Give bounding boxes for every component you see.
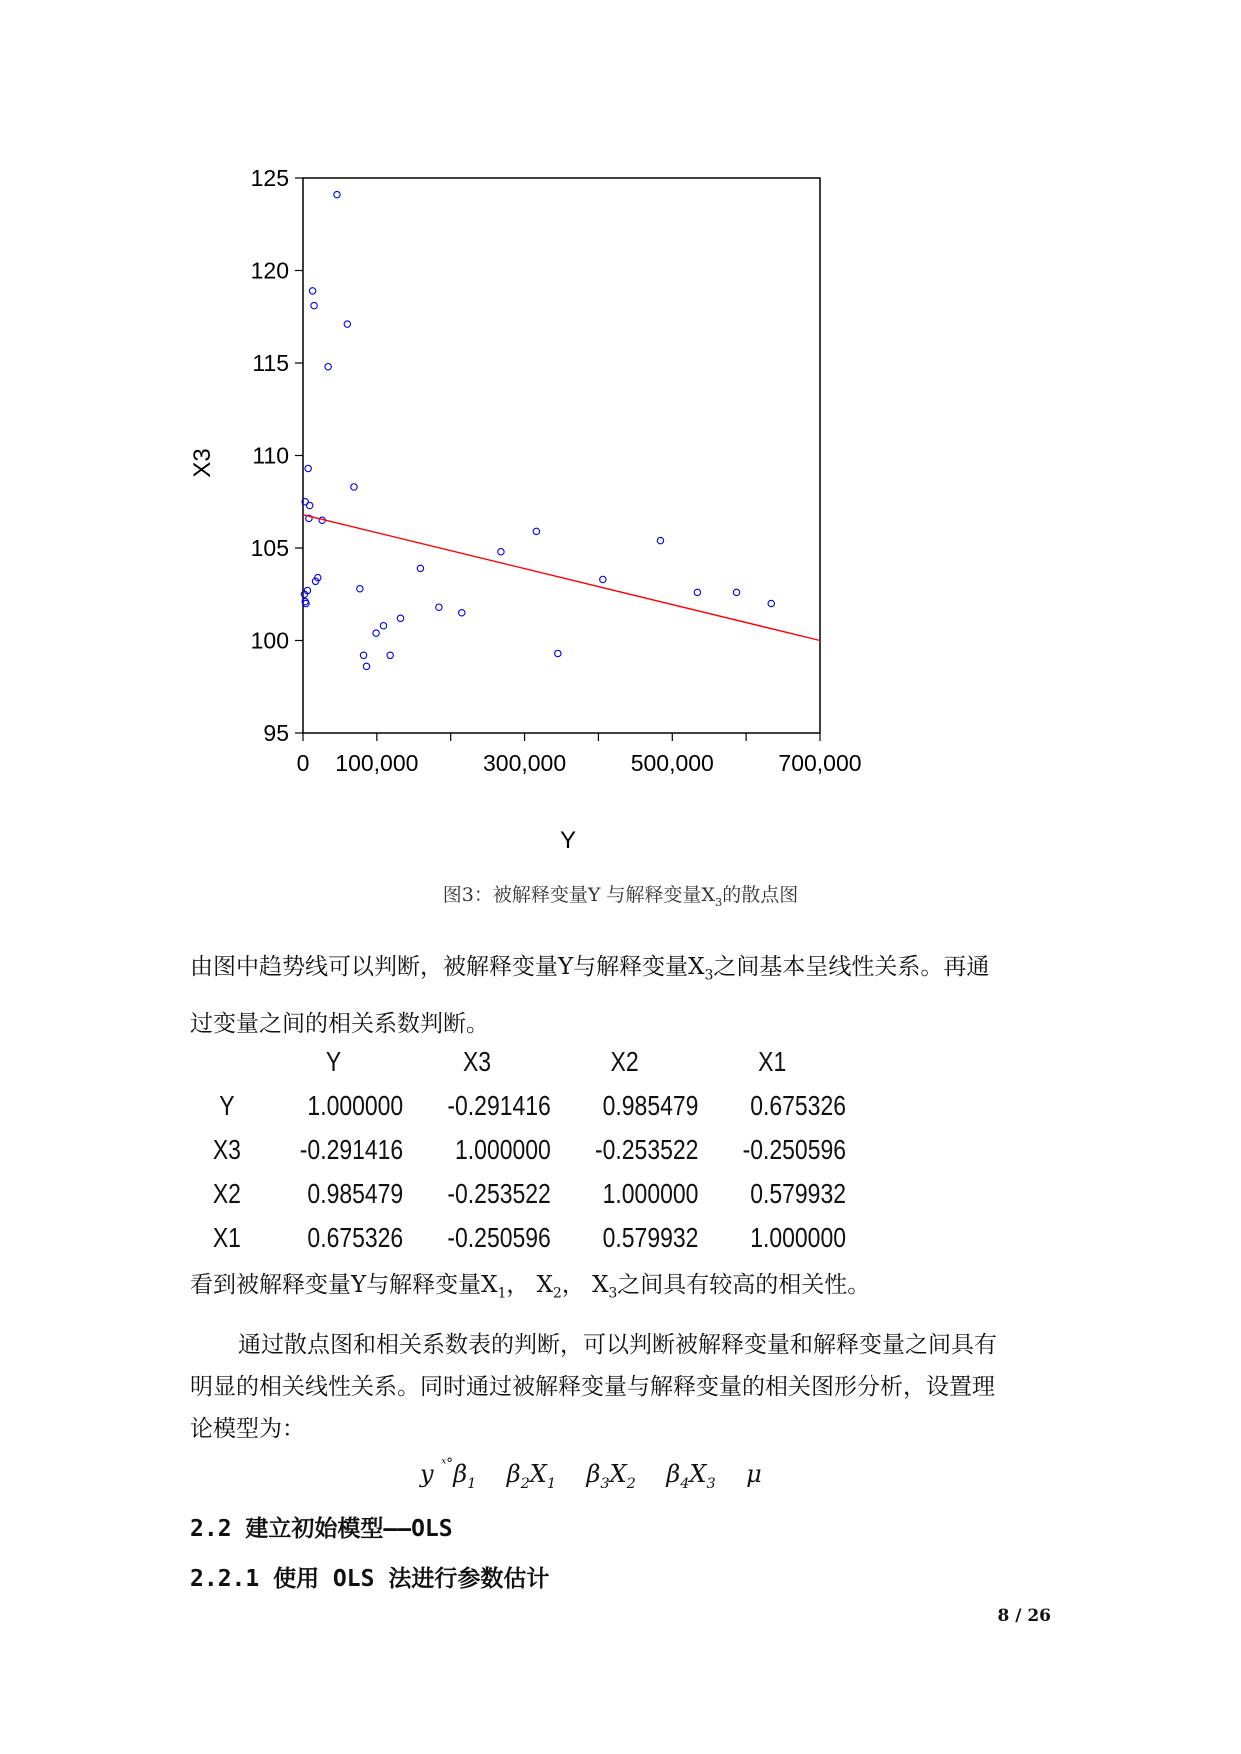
table-row <box>190 1172 846 1216</box>
para2-s1: 1 <box>497 1285 507 1302</box>
y-tick-label: 105 <box>250 535 289 561</box>
para2-a: 看到被解释变量Y与解释变量X <box>190 1272 498 1298</box>
data-point <box>360 652 366 658</box>
model-formula <box>420 1456 762 1492</box>
data-point <box>344 321 350 327</box>
formula-b1: β <box>453 1460 468 1488</box>
data-point <box>363 663 369 669</box>
data-point <box>309 288 315 294</box>
x-tick-label: 300,000 <box>483 750 567 776</box>
y-tick-label: 110 <box>252 442 289 469</box>
table-cell: -0.291416 <box>447 1090 551 1121</box>
data-point <box>600 576 606 582</box>
x-tick-label: 700,000 <box>778 750 862 776</box>
page-number: 8 / 26 <box>997 1606 1051 1626</box>
table-cell: 1.000000 <box>307 1090 404 1121</box>
y-tick-label: 120 <box>250 257 289 284</box>
data-point <box>357 586 363 592</box>
plot-marks <box>301 191 820 669</box>
plot-frame <box>303 178 820 733</box>
data-point <box>380 623 386 629</box>
data-point <box>306 502 312 508</box>
row-label: X1 <box>212 1222 241 1253</box>
paragraph-correlation <box>190 1268 1060 1311</box>
data-point <box>533 528 539 534</box>
correlation-table <box>190 1040 846 1260</box>
data-point <box>657 537 663 543</box>
data-point <box>325 364 331 370</box>
table-cell: -0.250596 <box>742 1134 846 1165</box>
data-point <box>305 465 311 471</box>
table-cell: 0.675326 <box>307 1222 404 1253</box>
para3-line1: 通过散点图和相关系数表的判断，可以判断被解释变量和解释变量之间具有 <box>238 1332 997 1358</box>
data-point <box>373 630 379 636</box>
table-cell: 0.579932 <box>750 1178 846 1209</box>
y-tick-label: 100 <box>250 627 289 654</box>
formula-sub: 2 <box>626 1475 636 1492</box>
x-axis-label: Y <box>559 827 577 854</box>
table-cell: 1.000000 <box>455 1134 551 1165</box>
table-header-row <box>190 1040 846 1084</box>
header-cell <box>190 1040 264 1084</box>
table-cell: -0.253522 <box>594 1134 699 1165</box>
para1-line1b: 之间基本呈线性关系。再通 <box>713 954 990 980</box>
header-cell: X3 <box>462 1046 492 1077</box>
formula-b4: β <box>666 1460 681 1488</box>
para2-s3: 3 <box>608 1285 618 1302</box>
formula-mu: μ <box>746 1460 762 1488</box>
data-point <box>417 565 423 571</box>
paragraph-model <box>190 1328 1060 1446</box>
data-point <box>397 615 403 621</box>
row-label: X2 <box>212 1178 241 1209</box>
table-row <box>190 1084 846 1128</box>
x-tick-label: 0 <box>296 750 310 776</box>
para1-line2: 过变量之间的相关系数判断。 <box>190 1010 489 1037</box>
x-tick-label: 500,000 <box>630 750 714 776</box>
para2-d: 之间具有较高的相关性。 <box>617 1272 871 1298</box>
para3-line2: 明显的相关线性关系。同时通过被解释变量与解释变量的相关图形分析，设置理 <box>190 1374 995 1400</box>
formula-sub: 1 <box>546 1475 557 1492</box>
table-cell: -0.253522 <box>447 1178 551 1209</box>
formula-y: y <box>420 1460 434 1488</box>
data-point <box>459 610 465 616</box>
y-axis-label: X3 <box>189 448 216 478</box>
table-cell: 1.000000 <box>750 1222 846 1253</box>
para3-line3: 论模型为： <box>190 1416 305 1442</box>
paragraph-trend <box>190 950 1060 1041</box>
header-cell: X2 <box>610 1046 639 1077</box>
formula-sub: 3 <box>600 1475 610 1492</box>
y-tick-label: 95 <box>263 720 289 746</box>
table-row <box>190 1216 846 1260</box>
formula-sub: 4 <box>680 1475 690 1492</box>
data-point <box>733 589 739 595</box>
formula-ops: ˣ° <box>441 1456 454 1472</box>
data-point <box>436 604 442 610</box>
table-cell: 1.000000 <box>602 1178 699 1209</box>
table-cell: 0.985479 <box>602 1090 699 1121</box>
para2-c: ， X <box>561 1272 609 1298</box>
table-cell: 0.579932 <box>602 1222 699 1253</box>
caption-text: 图3：被解释变量Y 与解释变量X <box>442 884 715 906</box>
subsection-heading: 2.2.1 使用 OLS 法进行参数估计 <box>190 1566 550 1592</box>
formula-x1: X <box>529 1460 547 1488</box>
formula-sub: 2 <box>520 1475 530 1492</box>
table-row <box>190 1128 846 1172</box>
data-point <box>311 302 317 308</box>
para2-s2: 2 <box>553 1285 562 1302</box>
formula-x3: X <box>689 1460 707 1488</box>
table-cell: -0.250596 <box>447 1222 551 1253</box>
trend-line <box>303 515 820 641</box>
data-point <box>498 549 504 555</box>
y-tick-label: 125 <box>250 165 289 191</box>
caption-tail: 的散点图 <box>722 884 799 906</box>
table-cell: -0.291416 <box>299 1134 404 1165</box>
y-axis <box>251 165 303 746</box>
para1-sub: 3 <box>704 967 714 984</box>
data-point <box>351 484 357 490</box>
para2-b: ， X <box>506 1272 554 1298</box>
x-tick-label: 100,000 <box>335 750 419 776</box>
row-label: X3 <box>212 1134 241 1165</box>
table-cell: 0.985479 <box>307 1178 404 1209</box>
scatter-chart <box>0 0 1241 860</box>
data-point <box>334 191 340 197</box>
section-heading: 2.2 建立初始模型——OLS <box>190 1516 453 1542</box>
data-point <box>555 650 561 656</box>
table-cell: 0.675326 <box>750 1090 846 1121</box>
figure-caption <box>0 880 1241 909</box>
formula-x2: X <box>609 1460 627 1488</box>
formula-b3: β <box>586 1460 601 1488</box>
x-axis <box>297 733 862 776</box>
data-point <box>387 652 393 658</box>
caption-sub: 3 <box>714 894 723 909</box>
y-tick-label: 115 <box>252 350 289 376</box>
header-cell: X1 <box>758 1046 787 1077</box>
plot-border <box>303 178 820 733</box>
formula-sub: 1 <box>467 1475 477 1492</box>
formula-sub: 3 <box>706 1475 716 1492</box>
data-point <box>694 589 700 595</box>
formula-b2: β <box>506 1460 521 1488</box>
data-point <box>768 600 774 606</box>
header-cell: Y <box>325 1046 342 1077</box>
para1-line1a: 由图中趋势线可以判断，被解释变量Y与解释变量X <box>190 954 705 980</box>
row-label: Y <box>219 1090 235 1121</box>
